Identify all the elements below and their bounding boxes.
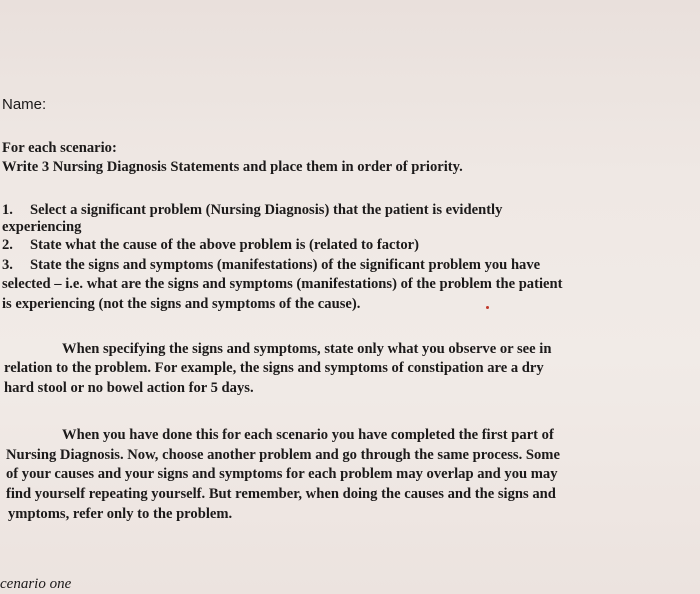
paragraph-line: of your causes and your signs and symptoms for each problem may overlap and you may — [6, 466, 558, 482]
step-number: 1. — [2, 202, 13, 218]
paragraph-line: hard stool or no bowel action for 5 days. — [4, 380, 254, 396]
step-text: Select a significant problem (Nursing Diagnosis) that the patient is evidently — [30, 202, 503, 218]
name-label: Name: — [2, 96, 47, 113]
scenario-heading: For each scenario: — [2, 140, 117, 156]
scenario-one-label: cenario one — [0, 576, 72, 592]
instruction-text: Write 3 Nursing Diagnosis Statements and place them in order of priority. — [2, 159, 463, 175]
paragraph-line: When you have done this for each scenario you have completed the first part of — [62, 427, 554, 443]
step-number: 3. — [2, 257, 13, 273]
paragraph-line: Nursing Diagnosis. Now, choose another problem and go through the same process. Some — [6, 447, 560, 463]
paragraph-line: relation to the problem. For example, the signs and symptoms of constipation are a dry — [4, 360, 544, 376]
step-text: experiencing — [2, 219, 82, 235]
paragraph-line: find yourself repeating yourself. But remember, when doing the causes and the signs and — [6, 486, 556, 502]
paragraph-line: When specifying the signs and symptoms, state only what you observe or see in — [62, 341, 552, 357]
step-text: is experiencing (not the signs and symptoms of the cause). — [2, 296, 361, 312]
step-text: State the signs and symptoms (manifestations) of the significant problem you have — [30, 257, 541, 273]
step-text: selected – i.e. what are the signs and symptoms (manifestations) of the problem the patient — [2, 276, 563, 292]
step-text: State what the cause of the above problem is (related to factor) — [30, 237, 419, 253]
paragraph-line: ymptoms, refer only to the problem. — [8, 506, 233, 522]
step-number: 2. — [2, 237, 13, 253]
red-ink-mark — [486, 306, 489, 309]
